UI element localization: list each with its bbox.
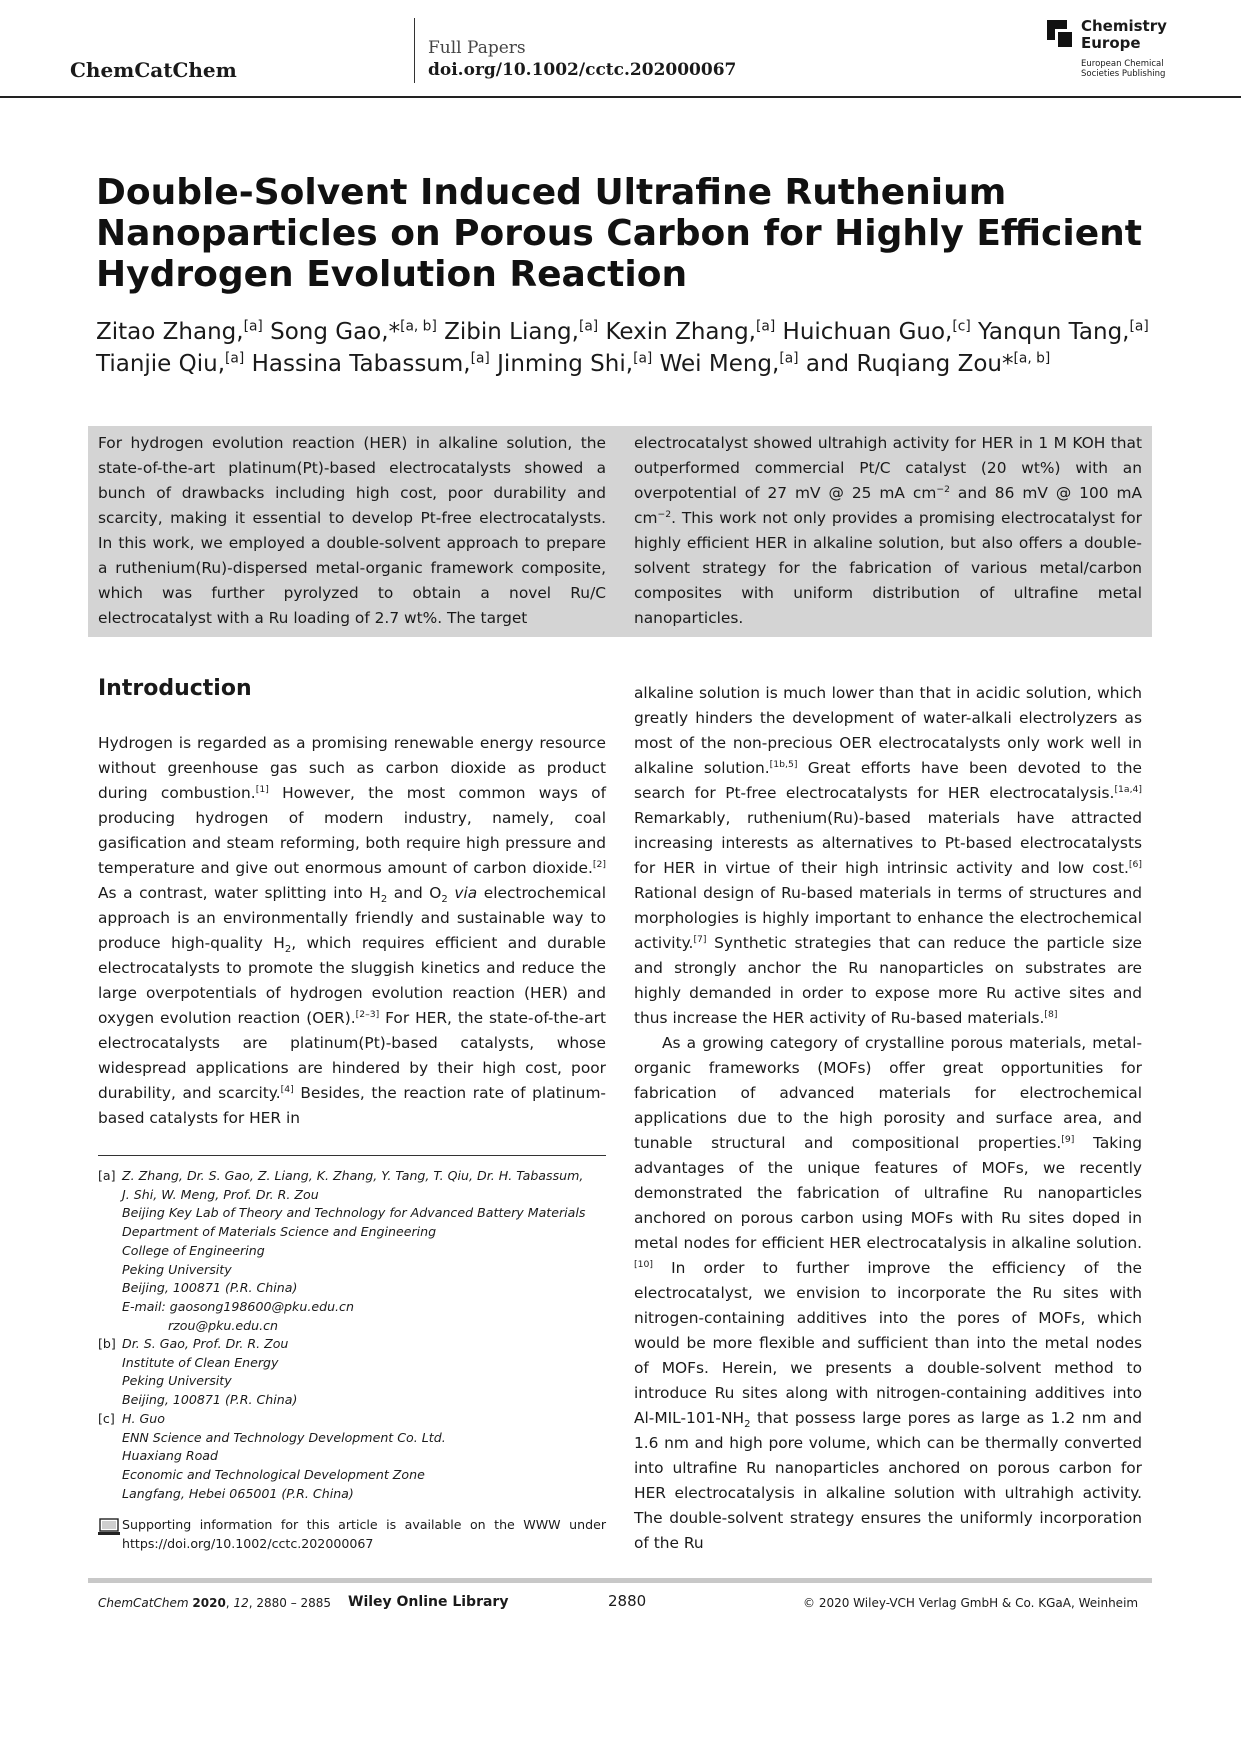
footnote-rule: [98, 1155, 606, 1156]
affiliation-line: Langfang, Hebei 065001 (P.R. China): [122, 1485, 354, 1501]
author-line-2: Tianjie Qiu,[a] Hassina Tabassum,[a] Jinming Shi,[a] Wei Meng,[a] and Ruqiang Zou*[a, b]: [96, 350, 1051, 377]
intro-paragraph-right-1: alkaline solution is much lower than that in acidic solution, which greatly hinders the development of water-alkali electrolyzers as most of the non-precious OER electrocatalysts only work well in alkaline solution.[1b,5] Great efforts have been devoted to the search for Pt-free electrocatalysts for HER electrocatalysis.[1a,4] Remarkably, ruthenium(Ru)-based materials have attracted increasing interests as alternatives to Pt-based electrocatalysts for HER in virtue of their high intrinsic activity and low cost.[6] Rational design of Ru-based materials in terms of structures and morphologies is highly important to enhance the electrochemical activity.[7] Synthetic strategies that can reduce the particle size and strongly anchor the Ru nanoparticles on substrates are highly demanded in order to expose more Ru active sites and thus increase the HER activity of Ru-based materials.[8]: [634, 684, 1142, 1027]
affiliation-line: Peking University: [122, 1261, 232, 1277]
author-list: [96, 316, 1156, 380]
chemistry-europe-logo-icon: [1047, 20, 1075, 50]
affiliation-line: Department of Materials Science and Engineering: [122, 1224, 437, 1240]
affiliation-line: Beijing, 100871 (P.R. China): [122, 1280, 298, 1296]
affiliation-mark: [c]: [98, 1411, 115, 1426]
intro-right-column: [634, 681, 1142, 1556]
affiliation-line: College of Engineering: [122, 1242, 265, 1258]
affiliation-line: Economic and Technological Development Zone: [122, 1467, 425, 1483]
journal-name: ChemCatChem: [70, 58, 237, 82]
affiliation-line: Peking University: [122, 1373, 232, 1389]
affiliation-line: Z. Zhang, Dr. S. Gao, Z. Liang, K. Zhang, Y. Tang, T. Qiu, Dr. H. Tabassum,: [122, 1168, 584, 1183]
wiley-online-library-link[interactable]: Wiley Online Library: [348, 1594, 509, 1610]
author-line-1: Zitao Zhang,[a] Song Gao,*[a, b] Zibin Liang,[a] Kexin Zhang,[a] Huichuan Guo,[c] Yanqun Tang,[a]: [96, 318, 1149, 345]
logo-sub-line2: Societies Publishing: [1081, 69, 1166, 79]
affiliation-mark: [a]: [98, 1168, 116, 1183]
intro-paragraph-left: Hydrogen is regarded as a promising renewable energy resource without greenhouse gas such as carbon dioxide as product during combustion.[1] However, the most common ways of producing hydrogen of modern industry, namely, coal gasification and steam reforming, both require high pressure and temperature and give out enormous amount of carbon dioxide.[2] As a contrast, water splitting into $H_2$ and $O_2$ via electrochemical approach is an environmentally friendly and sustainable way to produce high-quality $H_2$, which requires efficient and durable electrocatalysts to promote the sluggish kinetics and reduce the large overpotentials of hydrogen evolution reaction (HER) and oxygen evolution reaction (OER).[2–3] For HER, the state-of-the-art electrocatalysts are platinum(Pt)-based catalysts, whose widespread applications are hindered by their high cost, poor durability, and scarcity.[4] Besides, the reaction rate of platinum-based catalysts for HER in: [98, 734, 606, 1127]
footer-copyright: © 2020 Wiley-VCH Verlag GmbH & Co. KGaA, Weinheim: [803, 1596, 1139, 1610]
affiliation-line: Dr. S. Gao, Prof. Dr. R. Zou: [122, 1336, 289, 1351]
intro-paragraph-right-2: As a growing category of crystalline porous materials, metal-organic frameworks (MOFs) offer great opportunities for fabrication of advanced materials for electrochemical applications due to the high porosity and surface area, and tunable structural and compositional properties.[9] Taking advantages of the unique features of MOFs, we recently demonstrated the fabrication of ultrafine Ru nanoparticles anchored on porous carbon using MOFs with Ru sites doped in metal nodes for efficient HER electrocatalysis in alkaline solution.[10] In order to further improve the efficiency of the electrocatalyst, we envision to incorporate the Ru sites with nitrogen-containing additives into the pores of MOFs, which would be more flexible and sufficient than into the metal nodes of MOFs. Herein, we presents a double-solvent method to introduce Ru sites along with nitrogen-containing additives into $Al-MIL-101-NH_2$ that possess large pores as large as 1.2 nm and 1.6 nm and high pore volume, which can be thermally converted into ultrafine Ru nanoparticles anchored on porous carbon for HER electrocatalysis in alkaline solution with ultrahigh activity. The double-solvent strategy ensures the uniformly incorporation of the Ru: [634, 1034, 1143, 1552]
affiliation-line: Beijing, 100871 (P.R. China): [122, 1392, 298, 1408]
logo-name-line2: Europe: [1081, 34, 1141, 52]
supporting-info-text[interactable]: Supporting information for this article is available on the WWW under https://doi.org/10.1002/cctc.202000067: [122, 1517, 606, 1551]
abstract-right: electrocatalyst showed ultrahigh activity for HER in 1 M KOH that outperformed commercial Pt/C catalyst (20 wt%) with an overpotential of 27 mV @ 25 mA $cm^{-2}$ and 86 mV @ 100 mA $cm^{-2}$. This work not only provides a promising electrocatalyst for highly efficient HER in alkaline solution, but also offers a double-solvent strategy for the fabrication of various metal/carbon composites with uniform distribution of ultrafine metal nanoparticles.: [634, 434, 1143, 627]
affiliation-a: [98, 1167, 606, 1335]
affiliation-b: [98, 1335, 606, 1411]
affiliation-line: Institute of Clean Energy: [122, 1354, 279, 1370]
affiliation-email[interactable]: E-mail: gaosong198600@pku.edu.cn: [122, 1298, 354, 1314]
introduction-heading: Introduction: [98, 676, 252, 701]
affiliation-line: H. Guo: [122, 1411, 165, 1426]
section-label: Full Papers: [428, 38, 526, 58]
affiliation-line: ENN Science and Technology Development Co. Ltd.: [122, 1429, 446, 1445]
header-rule: [0, 96, 1241, 98]
header-divider: [414, 18, 415, 83]
affiliation-line: Beijing Key Lab of Theory and Technology for Advanced Battery Materials: [122, 1205, 586, 1221]
footer-citation: ChemCatChem 2020, 12, 2880 – 2885: [98, 1596, 332, 1610]
affiliation-email[interactable]: rzou@pku.edu.cn: [168, 1317, 278, 1333]
page-number: 2880: [608, 1592, 647, 1610]
affiliation-line: Huaxiang Road: [122, 1448, 218, 1464]
doi-link[interactable]: doi.org/10.1002/cctc.202000067: [428, 60, 737, 80]
article-title: Double-Solvent Induced Ultrafine Ruthenium Nanoparticles on Porous Carbon for Highly Efficient Hydrogen Evolution Reaction: [96, 172, 1142, 295]
abstract-left: For hydrogen evolution reaction (HER) in alkaline solution, the state-of-the-art platinum(Pt)-based electrocatalysts showed a bunch of drawbacks including high cost, poor durability and scarcity, making it essential to develop Pt-free electrocatalysts. In this work, we employed a double-solvent approach to prepare a ruthenium(Ru)-dispersed metal-organic framework composite, which was further pyrolyzed to obtain a novel Ru/C electrocatalyst with a Ru loading of 2.7 wt%. The target: [98, 434, 606, 627]
logo-sub-line1: European Chemical: [1081, 59, 1164, 69]
affiliation-c: [98, 1410, 606, 1505]
chemistry-europe-logo: [1047, 18, 1177, 80]
logo-name-line1: Chemistry: [1081, 17, 1167, 35]
affiliation-line: J. Shi, W. Meng, Prof. Dr. R. Zou: [122, 1186, 319, 1202]
computer-icon: [98, 1518, 120, 1536]
footer-rule: [88, 1578, 1152, 1583]
affiliation-mark: [b]: [98, 1336, 116, 1351]
